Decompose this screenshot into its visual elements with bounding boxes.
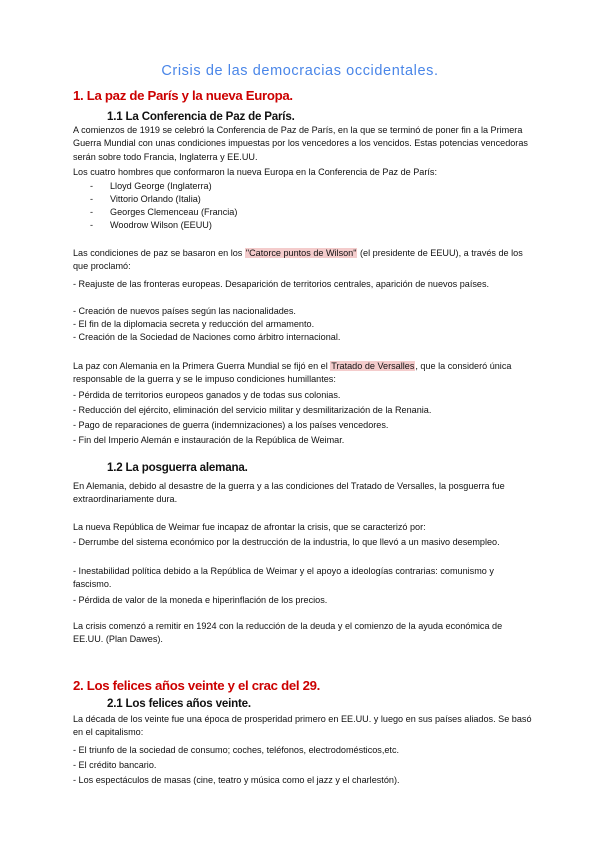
crisis-item-inflation: - Pérdida de valor de la moneda e hiperinflación de los precios. — [73, 595, 328, 605]
list-item-man-4: - Woodrow Wilson (EEUU) — [90, 220, 212, 230]
point-league: - Creación de la Sociedad de Naciones como árbitro internacional. — [73, 332, 341, 342]
highlight-versailles: Tratado de Versalles — [331, 361, 415, 371]
crisis-item-economy: - Derrumbe del sistema económico por la destrucción de la industria, lo que llevó a un masivo desempleo. — [73, 537, 500, 547]
paragraph-dawes-plan: La crisis comenzó a remitir en 1924 con la reducción de la deuda y el comienzo de la ayuda económica de EE.UU. (Plan Dawes). — [73, 621, 503, 645]
section-2-heading: 2. Los felices años veinte y el crac del 29. — [73, 678, 321, 693]
twenties-item-credit: - El crédito bancario. — [73, 760, 157, 770]
versailles-item-reparations: - Pago de reparaciones de guerra (indemnizaciones) a los países vencedores. — [73, 420, 389, 430]
twenties-item-entertainment: - Los espectáculos de masas (cine, teatro y música como el jazz y el charlestón). — [73, 775, 400, 785]
paragraph-versailles: La paz con Alemania en la Primera Guerra Mundial se fijó en el Tratado de Versalles, que la consideró única responsable de la guerra y se le impuso condiciones humillantes: — [73, 361, 512, 385]
subsection-1-1-heading: 1.1 La Conferencia de Paz de París. — [107, 110, 295, 123]
list-item-man-2: - Vittorio Orlando (Italia) — [90, 194, 201, 204]
paragraph-postwar: En Alemania, debido al desastre de la guerra y a las condiciones del Tratado de Versalles, la posguerra fue extraordinariamente dura. — [73, 481, 505, 505]
list-item-man-1: - Lloyd George (Inglaterra) — [90, 181, 212, 191]
versailles-item-army: - Reducción del ejército, eliminación del servicio militar y desmilitarización de la Renania. — [73, 405, 432, 415]
subsection-1-2-heading: 1.2 La posguerra alemana. — [107, 461, 248, 474]
subsection-2-1-heading: 2.1 Los felices años veinte. — [107, 697, 251, 710]
paragraph-weimar-crisis: La nueva República de Weimar fue incapaz de afrontar la crisis, que se caracterizó por: — [73, 522, 426, 532]
paragraph-conference: A comienzos de 1919 se celebró la Conferencia de Paz de París, en la que se terminó de poner fin a la Primera Guerra Mundial con unas condiciones impuestas por los vencedores a los vencidos. Estas potencias vencedoras serán sobre todo Francia, Inglaterra y EE.UU. — [73, 125, 528, 162]
point-new-countries: - Creación de nuevos países según las nacionalidades. — [73, 306, 296, 316]
crisis-item-politics: - Inestabilidad política debido a la República de Weimar y el apoyo a ideologías contrarias: comunismo y fascismo. — [73, 566, 494, 590]
paragraph-four-men: Los cuatro hombres que conformaron la nueva Europa en la Conferencia de Paz de París: — [73, 167, 437, 177]
versailles-item-territories: - Pérdida de territorios europeos ganados y de todas sus colonias. — [73, 390, 341, 400]
highlight-fourteen-points: "Catorce puntos de Wilson" — [245, 248, 357, 258]
section-1-heading: 1. La paz de París y la nueva Europa. — [73, 88, 293, 103]
paragraph-fourteen-points: Las condiciones de paz se basaron en los "Catorce puntos de Wilson" (el presidente de EEUU), a través de los que proclamó: — [73, 248, 523, 272]
point-diplomacy: - El fin de la diplomacia secreta y reducción del armamento. — [73, 319, 315, 329]
twenties-item-consumption: - El triunfo de la sociedad de consumo; coches, teléfonos, electrodomésticos,etc. — [73, 745, 400, 755]
list-item-man-3: - Georges Clemenceau (Francia) — [90, 207, 238, 217]
paragraph-roaring-twenties: La década de los veinte fue una época de prosperidad primero en EE.UU. y luego en sus países aliados. Se basó en el capitalismo: — [73, 714, 532, 738]
versailles-item-weimar: - Fin del Imperio Alemán e instauración de la República de Weimar. — [73, 435, 345, 445]
point-borders: - Reajuste de las fronteras europeas. Desaparición de territorios centrales, aparición de nuevos países. — [73, 279, 490, 289]
document-title: Crisis de las democracias occidentales. — [161, 63, 439, 79]
